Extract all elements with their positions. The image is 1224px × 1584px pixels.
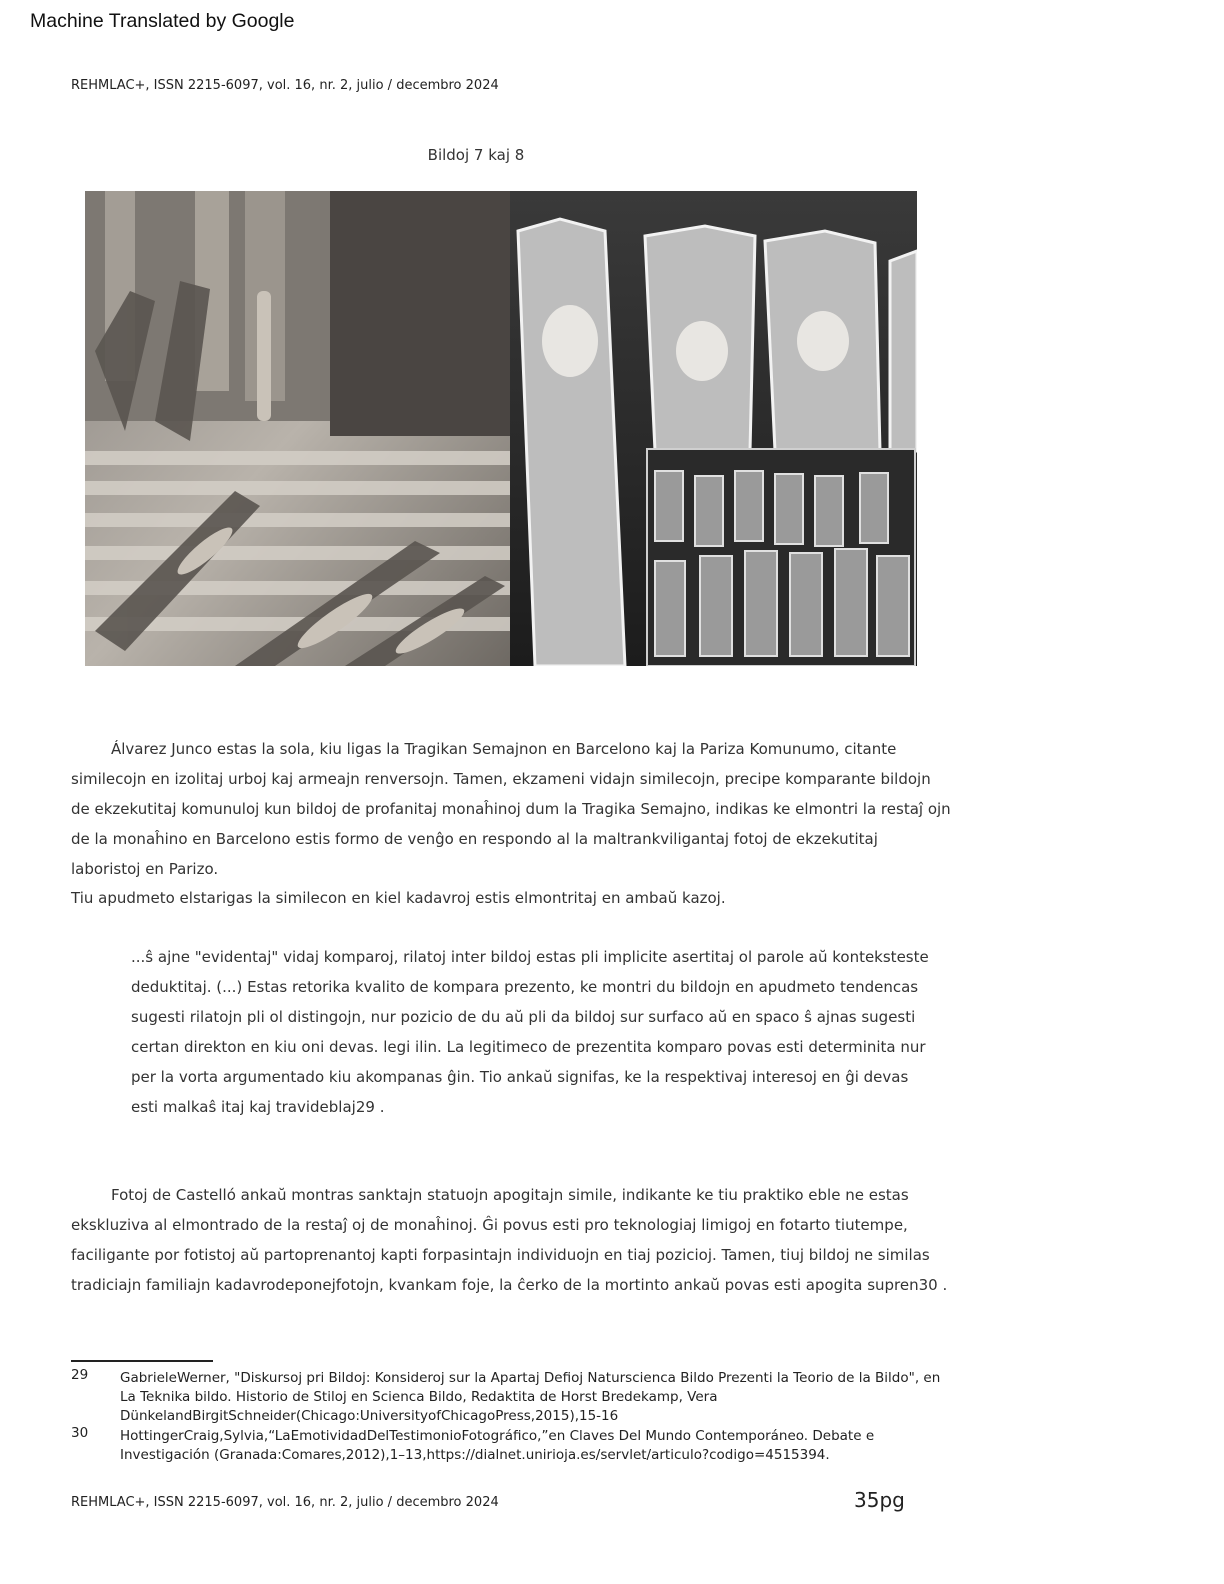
figure-photographs xyxy=(85,191,917,666)
machine-translation-banner: Machine Translated by Google xyxy=(30,10,295,32)
figure-caption: Bildoj 7 kaj 8 xyxy=(427,146,525,164)
footnote-30 xyxy=(0,1424,1224,1464)
footnote-number: 29 xyxy=(71,1367,89,1383)
paragraph-3: Fotoj de Castelló ankaŭ montras sanktajn statuojn apogitajn simile, indikante ke tiu praktiko eble ne estas ekskluziva al elmontrado de la restaĵ oj de monaĥinoj. Ĝi povus esti pro teknologiaj limigoj en fotarto tiutempe, faciligante por fotistoj aŭ partoprenantoj kapti forpasintajn individuojn en tiaj pozicioj. Tamen, tiuj bildoj ne similas tradiciajn familiajn kadavrodeponejfotojn, kvankam foje, la ĉerko de la mortinto ankaŭ povas esti apogita supren30 . xyxy=(71,1186,948,1294)
photo-collage xyxy=(85,191,917,666)
footnote-text: HottingerCraig,Sylvia,“LaEmotividadDelTestimonioFotográfico,”en Claves Del Mundo Contemporáneo. Debate e Investigación (Granada:Comares,2012),1–13,https://dialnet.unirioja.es/servlet/articulo?codigo=4515394. xyxy=(120,1428,875,1463)
footnote-29 xyxy=(0,1366,1224,1424)
running-header: REHMLAC+, ISSN 2215-6097, vol. 16, nr. 2, julio / decembro 2024 xyxy=(71,78,499,93)
paragraph-2: Tiu apudmeto elstarigas la similecon en kiel kadavroj estis elmontritaj en ambaŭ kazoj. xyxy=(71,889,726,907)
footnote-text: GabrieleWerner, "Diskursoj pri Bildoj: Konsideroj sur la Apartaj Defioj Naturscienca Bildo Prezenti la Teorio de la Bildo", en La Teknika bildo. Historio de Stiloj en Scienca Bildo, Redaktita de Horst Bredekamp, Vera DünkelandBirgitSchneider(Chicago:UniversityofChicagoPress,2015),15-16 xyxy=(120,1370,941,1424)
right-photo-coffins xyxy=(510,191,917,666)
footnote-number: 30 xyxy=(71,1425,89,1441)
paragraph-1: Álvarez Junco estas la sola, kiu ligas la Tragikan Semajnon en Barcelono kaj la Pariza Komunumo, citante similecojn en izolitaj urboj kaj armeajn renversojn. Tamen, ekzameni vidajn similecojn, precipe komparante bildojn de ekzekutitaj komunuloj kun bildoj de profanitaj monaĥinoj dum la Tragika Semajno, indikas ke elmontri la restaĵ ojn de la monaĥino en Barcelono estis formo de venĝo en respondo al la maltrankviligantaj fotoj de ekzekutitaj laboristoj en Parizo. xyxy=(71,740,951,878)
page-number: 35pg xyxy=(854,1488,905,1512)
footnote-separator xyxy=(71,1360,213,1362)
running-footer: REHMLAC+, ISSN 2215-6097, vol. 16, nr. 2, julio / decembro 2024 xyxy=(71,1495,499,1510)
left-photo-exhumed-remains xyxy=(85,191,510,666)
block-quote: ...ŝ ajne "evidentaj" vidaj komparoj, rilatoj inter bildoj estas pli implicite asertitaj ol parole aŭ konteksteste deduktitaj. (...) Estas retorika kvalito de kompara prezento, ke montri du bildojn en apudmeto tendencas sugesti rilatojn pli ol distingojn, nur pozicio de du aŭ pli da bildoj sur surfaco aŭ en spaco ŝ ajnas sugesti certan direkton en kiu oni devas. legi ilin. La legitimeco de prezentita komparo povas esti determinita nur per la vorta argumentado kiu akompanas ĝin. Tio ankaŭ signifas, ke la respektivaj interesoj en ĝi devas esti malkaŝ itaj kaj travideblaj29 . xyxy=(131,948,929,1116)
